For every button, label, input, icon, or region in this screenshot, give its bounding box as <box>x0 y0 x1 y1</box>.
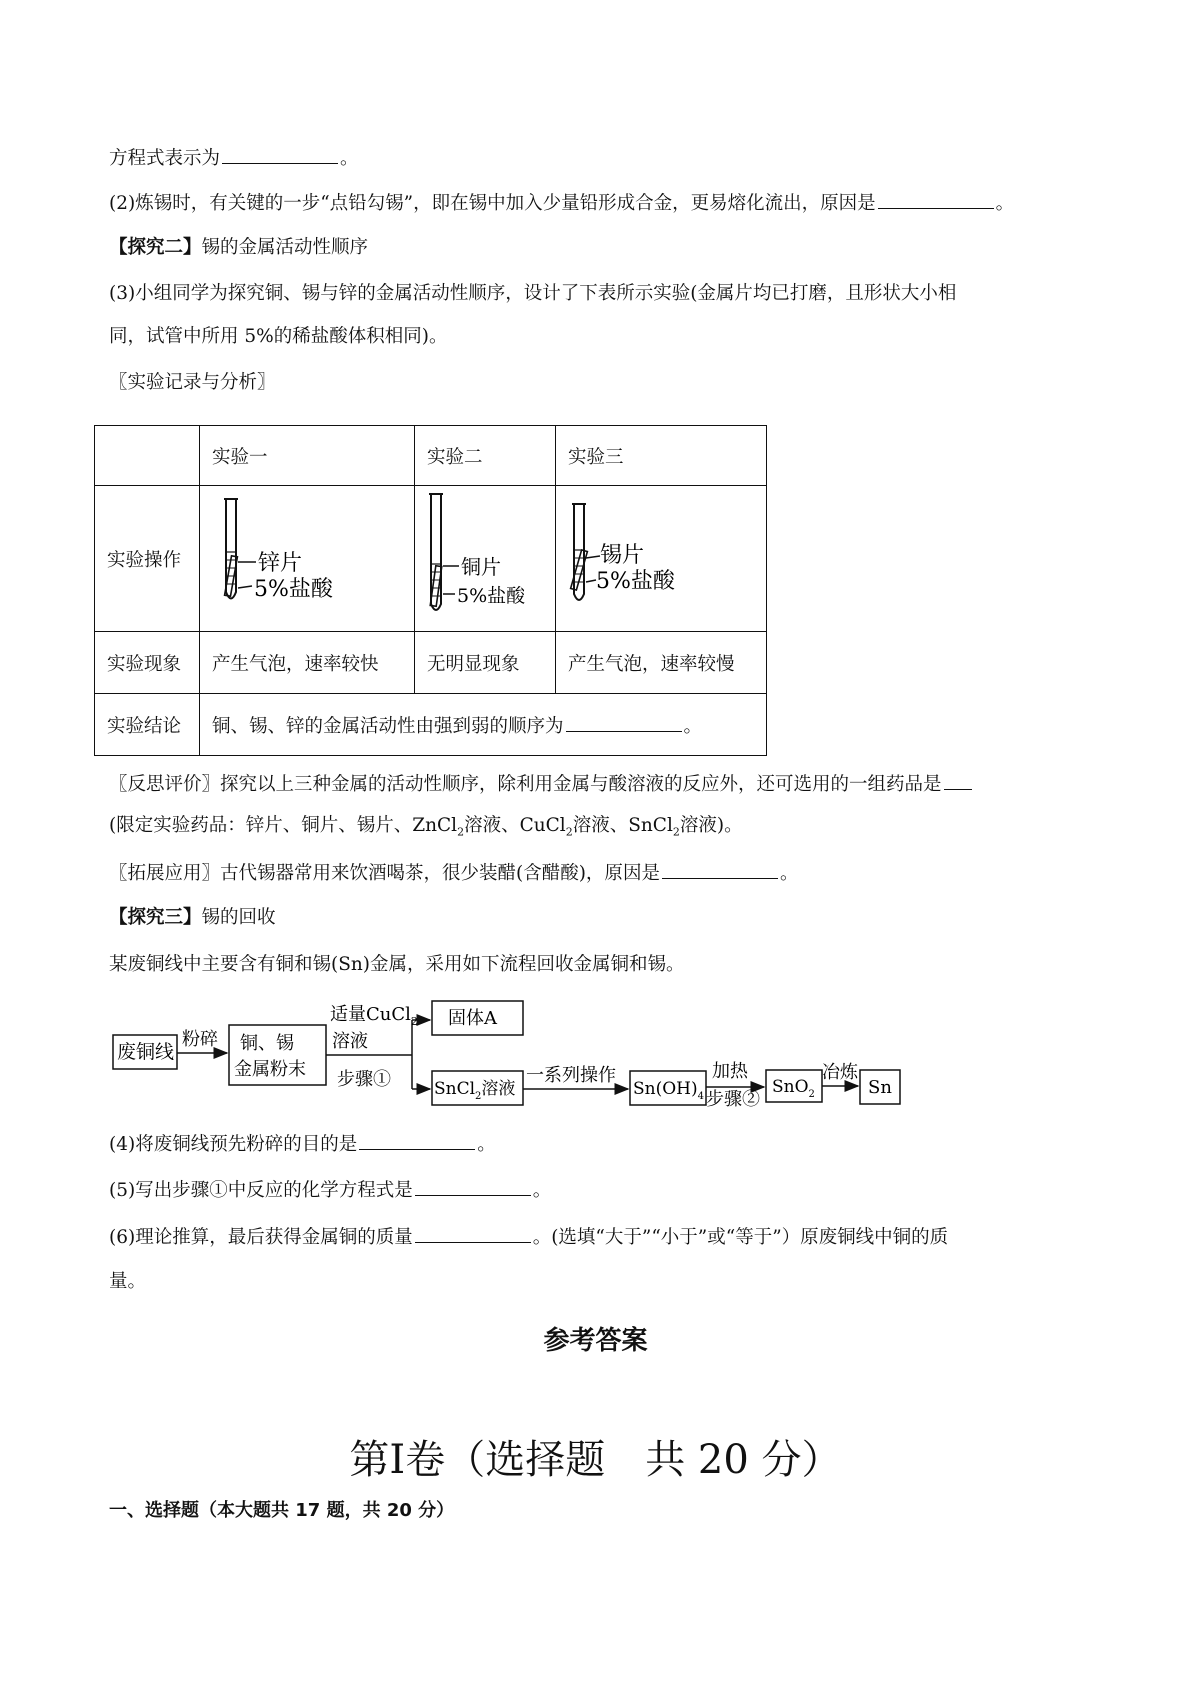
flow-reagent-1: 适量CuCl$_2$ <box>330 1004 418 1028</box>
record-heading: 〖实验记录与分析〗 <box>109 372 276 393</box>
answer-blank[interactable] <box>566 713 682 732</box>
tube2-acid-label: 5%盐酸 <box>457 585 526 607</box>
q6-text-b: 。(选填“大于”“小于”或“等于”）原废铜线中铜的质 <box>532 1227 949 1248</box>
q6-line2: 量。 <box>109 1271 147 1292</box>
q2-line <box>109 190 1014 216</box>
extension-end: 。 <box>779 863 799 884</box>
q6-text: (6)理论推算，最后获得金属铜的质量 <box>109 1227 413 1248</box>
explore2-bracket: 【探究二】 <box>109 237 202 258</box>
test-tube-tin-diagram <box>556 486 766 626</box>
tube2-metal-label: 铜片 <box>461 555 501 579</box>
flow-heat: 加热 <box>712 1061 748 1082</box>
test-tube-copper-diagram <box>415 486 555 626</box>
table-corner-cell <box>95 426 200 486</box>
reflection-line1 <box>109 771 974 797</box>
reflection-line2-b: 溶液、CuCl <box>464 815 566 836</box>
row-label-conclusion: 实验结论 <box>95 694 200 756</box>
reflection-line2-c: 溶液、SnCl <box>572 815 673 836</box>
flow-ops: 一系列操作 <box>526 1065 616 1086</box>
q1-tail-end: 。 <box>340 148 359 169</box>
subscript: 2 <box>565 825 573 839</box>
table-header-2: 实验二 <box>415 426 556 486</box>
flow-powder-2: 金属粉末 <box>234 1059 306 1080</box>
experiment-table <box>94 425 767 756</box>
row-label-operation: 实验操作 <box>95 486 200 632</box>
q1-tail-line <box>109 145 359 171</box>
section-title: 第Ⅰ卷（选择题 共 20 分） <box>349 1437 842 1483</box>
table-row-conclusion <box>95 694 767 756</box>
q4-line <box>109 1131 496 1157</box>
flow-sncl2: SnCl$_2$溶液 <box>434 1079 516 1102</box>
flow-step2: 步骤② <box>706 1089 760 1110</box>
test-tube-zinc-diagram <box>200 486 414 626</box>
q3-line2: 同，试管中所用 5%的稀盐酸体积相同)。 <box>109 326 448 347</box>
q5-line <box>109 1177 551 1203</box>
flow-smelt: 冶炼 <box>822 1062 858 1083</box>
explore3-bracket: 【探究三】 <box>109 907 202 928</box>
tube-cell-2 <box>415 486 556 632</box>
flow-snoh4: $Sn(OH)_4$ <box>633 1079 704 1102</box>
q5-text: (5)写出步骤①中反应的化学方程式是 <box>109 1180 413 1201</box>
extension-line <box>109 860 798 886</box>
conclusion-end: 。 <box>683 715 703 737</box>
explore2-text: 锡的金属活动性顺序 <box>201 237 369 258</box>
answer-blank[interactable] <box>415 1224 531 1243</box>
table-row-operation <box>95 486 767 632</box>
q2-end: 。 <box>995 193 1015 214</box>
q2-text: (2)炼锡时，有关键的一步“点铅勾锡”，即在锡中加入少量铅形成合金，更易熔化流出，原因是 <box>109 193 876 214</box>
flow-waste-wire: 废铜线 <box>117 1041 175 1063</box>
q4-end: 。 <box>477 1134 496 1155</box>
table-header-row <box>95 426 767 486</box>
explore3-heading <box>109 906 276 930</box>
row-label-phenomenon: 实验现象 <box>95 632 200 694</box>
phenomenon-1: 产生气泡，速率较快 <box>200 632 415 694</box>
flow-sno2: SnO$_2$ <box>772 1077 815 1100</box>
phenomenon-3: 产生气泡，速率较慢 <box>556 632 767 694</box>
extension-text: 〖拓展应用〗古代锡器常用来饮酒喝茶，很少装醋(含醋酸)，原因是 <box>109 863 660 884</box>
flow-solid-a: 固体A <box>448 1008 497 1029</box>
answer-blank[interactable] <box>944 771 972 790</box>
table-row-phenomenon <box>95 632 767 694</box>
tube3-metal-label: 锡片 <box>600 543 645 568</box>
answer-blank[interactable] <box>415 1177 531 1196</box>
flow-sn: Sn <box>868 1077 892 1098</box>
q1-tail-text: 方程式表示为 <box>109 148 221 169</box>
explore3-text: 锡的回收 <box>201 907 276 928</box>
explore2-heading <box>109 236 368 260</box>
answers-title: 参考答案 <box>543 1326 648 1356</box>
intro3-line: 某废铜线中主要含有铜和锡(Sn)金属，采用如下流程回收金属铜和锡。 <box>109 954 685 975</box>
q4-text: (4)将废铜线预先粉碎的目的是 <box>109 1134 358 1155</box>
reflection-line2-a: (限定实验药品：锌片、铜片、锡片、ZnCl <box>109 815 458 836</box>
flow-step1: 步骤① <box>337 1069 391 1090</box>
answer-blank[interactable] <box>878 190 994 209</box>
answer-blank[interactable] <box>222 145 338 164</box>
tube-cell-1 <box>200 486 415 632</box>
conclusion-cell <box>200 694 767 756</box>
table-header-3: 实验三 <box>556 426 767 486</box>
flow-powder-1: 铜、锡 <box>240 1033 294 1054</box>
q6-line1 <box>109 1224 948 1250</box>
section1-heading: 一、选择题（本大题共 17 题，共 20 分） <box>109 1500 455 1521</box>
tube1-acid-label: 5%盐酸 <box>254 577 333 602</box>
conclusion-text: 铜、锡、锌的金属活动性由强到弱的顺序为 <box>212 715 564 737</box>
answer-blank[interactable] <box>359 1131 475 1150</box>
subscript: 2 <box>457 825 465 839</box>
q5-end: 。 <box>532 1180 552 1201</box>
reflection-text: 〖反思评价〗探究以上三种金属的活动性顺序，除利用金属与酸溶液的反应外，还可选用的一组药品是 <box>109 774 942 795</box>
flow-crush: 粉碎 <box>182 1029 218 1050</box>
tube-cell-3 <box>556 486 767 632</box>
reflection-line2 <box>109 814 743 845</box>
recovery-flow-diagram <box>100 995 960 1110</box>
tube3-acid-label: 5%盐酸 <box>596 569 675 594</box>
q3-line1: (3)小组同学为探究铜、锡与锌的金属活动性顺序，设计了下表所示实验(金属片均已打磨，且形状大小相 <box>109 283 957 304</box>
table-header-1: 实验一 <box>200 426 415 486</box>
subscript: 2 <box>672 825 680 839</box>
tube1-metal-label: 锌片 <box>258 551 303 576</box>
flow-reagent-2: 溶液 <box>332 1031 368 1052</box>
reflection-line2-d: 溶液)。 <box>679 815 743 836</box>
phenomenon-2: 无明显现象 <box>415 632 556 694</box>
answer-blank[interactable] <box>662 860 778 879</box>
